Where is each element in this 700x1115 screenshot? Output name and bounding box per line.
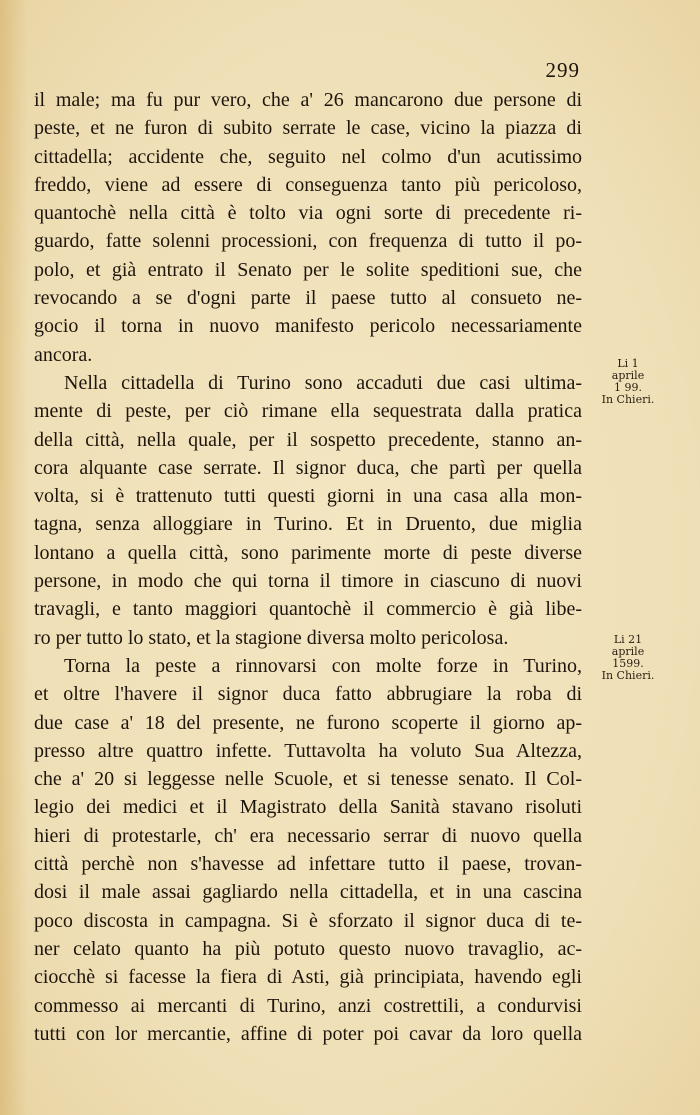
text-line: cittadella; accidente che, seguito nel colmo d'un acutissimo [34, 145, 582, 168]
paragraph-2 [34, 369, 582, 652]
text-line: persone, in modo che qui torna il timore in ciascuno di nuovi [34, 570, 582, 593]
margin-note-line: In Chieri. [601, 393, 655, 406]
text-line: travagli, e tanto maggiori quantochè il commercio è già libe- [34, 598, 582, 621]
text-line: gocio il torna in nuovo manifesto pericolo necessariamente [34, 315, 582, 338]
margin-note-line: 1 99. [614, 381, 642, 394]
text-line: ciocchè si facesse la fiera di Asti, già principiata, havendo egli [34, 966, 582, 989]
text-line: dosi il male assai gagliardo nella cittadella, et in una cascina [34, 881, 582, 904]
text-line: quantochè nella città è tolto via ogni sorte di precedente ri- [34, 202, 582, 225]
margin-note-line: aprile [611, 369, 645, 382]
text-line: ro per tutto lo stato, et la stagione diversa molto pericolosa. [34, 626, 509, 649]
text-line: legio dei medici et il Magistrato della Sanità stavano risoluti [34, 796, 582, 819]
text-line: Nella cittadella di Turino sono accaduti due casi ultima- [64, 371, 582, 394]
margin-note-line: Li 21 [613, 633, 643, 646]
margin-note-2 [588, 634, 668, 682]
text-line: guardo, fatte solenni processioni, con frequenza di tutto il po- [34, 230, 582, 253]
text-line: cora alquante case serrate. Il signor duca, che partì per quella [34, 456, 582, 479]
margin-note-line: aprile [611, 645, 645, 658]
body-text [34, 86, 582, 1048]
margin-note-1 [588, 358, 668, 406]
text-line: freddo, viene ad essere di conseguenza tanto più pericoloso, [34, 173, 582, 196]
text-line: commesso ai mercanti di Turino, anzi costrettili, a condurvisi [34, 994, 582, 1017]
text-line: hieri di protestarle, ch' era necessario serrar di nuovo quella [34, 824, 582, 847]
text-line: et oltre l'havere il signor duca fatto abbrugiare la roba di [34, 683, 582, 706]
text-line: ancora. [34, 343, 93, 366]
text-line: Torna la peste a rinnovarsi con molte forze in Turino, [64, 654, 582, 677]
page-number: 299 [545, 58, 580, 82]
margin-note-line: Li 1 [617, 357, 639, 370]
text-line: mente di peste, per ciò rimane ella sequestrata dalla pratica [34, 400, 582, 423]
text-line: volta, si è trattenuto tutti questi giorni in una casa alla mon- [34, 485, 582, 508]
text-line: due case a' 18 del presente, ne furono scoperte il giorno ap- [34, 711, 582, 734]
margin-note-line: In Chieri. [601, 669, 655, 682]
text-line: presso altre quattro infette. Tuttavolta ha voluto Sua Altezza, [34, 739, 582, 762]
text-line: città perchè non s'havesse ad infettare tutto il paese, trovan- [34, 853, 582, 876]
text-line: della città, nella quale, per il sospetto precedente, stanno an- [34, 428, 582, 451]
text-line: peste, et ne furon di subito serrate le case, vicino la piazza di [34, 117, 582, 140]
paragraph-1 [34, 86, 582, 369]
text-line: che a' 20 si leggesse nelle Scuole, et si tenesse senato. Il Col- [34, 768, 582, 791]
margin-note-line: 1599. [612, 657, 644, 670]
text-line: lontano a quella città, sono parimente morte di peste diverse [34, 541, 582, 564]
text-line: tagna, senza alloggiare in Turino. Et in Druento, due miglia [34, 513, 582, 536]
text-line: tutti con lor mercantie, affine di poter poi cavar da loro quella [34, 1022, 582, 1045]
text-line: revocando a se d'ogni parte il paese tutto al consueto ne- [34, 287, 582, 310]
paragraph-3 [34, 652, 582, 1048]
text-line: poco discosta in campagna. Si è sforzato il signor duca di te- [34, 909, 582, 932]
text-line: polo, et già entrato il Senato per le solite speditioni sue, che [34, 258, 582, 281]
text-line: il male; ma fu pur vero, che a' 26 mancarono due persone di [34, 89, 582, 111]
text-line: ner celato quanto ha più potuto questo nuovo travaglio, ac- [34, 937, 582, 960]
